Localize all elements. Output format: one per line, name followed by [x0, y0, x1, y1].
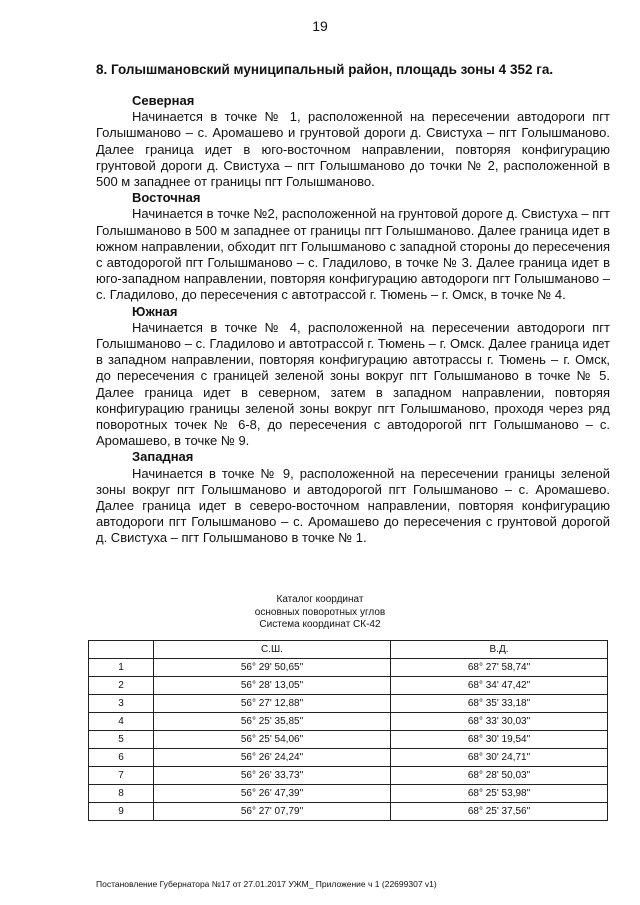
latitude-cell: 56° 28' 13,05" [154, 677, 391, 695]
subheading-west: Западная [132, 449, 194, 465]
table-caption [0, 594, 640, 632]
table-row [89, 713, 608, 731]
header-longitude: В.Д. [391, 641, 608, 659]
point-number: 5 [89, 731, 154, 749]
table-row [89, 749, 608, 767]
table-row [89, 695, 608, 713]
header-number [89, 641, 154, 659]
latitude-cell: 56° 25' 35,85" [154, 713, 391, 731]
point-number: 3 [89, 695, 154, 713]
latitude-cell: 56° 25' 54,06" [154, 731, 391, 749]
latitude-cell: 56° 26' 24,24" [154, 749, 391, 767]
longitude-cell: 68° 34' 47,42" [391, 677, 608, 695]
point-number: 8 [89, 785, 154, 803]
table-row [89, 767, 608, 785]
longitude-cell: 68° 25' 37,56" [391, 803, 608, 821]
table-row [89, 785, 608, 803]
table-row [89, 677, 608, 695]
caption-line-1: Каталог координат [276, 594, 364, 605]
table-header-row [89, 641, 608, 659]
paragraph-north: Начинается в точке № 1, расположенной на пересечении автодороги пгт Голышманово – с. Аромашево и грунтовой дороги д. Свистуха – пгт Голышманово. Далее граница идет в юго-восточном направлении, повторяя конфигурацию грунтовой дороги д. Свистуха – пгт Голышманово до точки № 2, расположенной в 500 м западнее от границы пгт Голышманово. [96, 109, 610, 190]
longitude-cell: 68° 30' 19,54" [391, 731, 608, 749]
page-number: 19 [312, 18, 328, 34]
document-body [96, 93, 610, 547]
longitude-cell: 68° 33' 30,03" [391, 713, 608, 731]
latitude-cell: 56° 26' 33,73" [154, 767, 391, 785]
point-number: 2 [89, 677, 154, 695]
table-row [89, 803, 608, 821]
subheading-east: Восточная [132, 190, 201, 206]
longitude-cell: 68° 25' 53,98" [391, 785, 608, 803]
coordinates-table [88, 640, 608, 821]
point-number: 9 [89, 803, 154, 821]
latitude-cell: 56° 27' 12,88" [154, 695, 391, 713]
longitude-cell: 68° 27' 58,74" [391, 659, 608, 677]
caption-line-2: основных поворотных углов [254, 606, 386, 618]
point-number: 7 [89, 767, 154, 785]
latitude-cell: 56° 27' 07,79" [154, 803, 391, 821]
paragraph-south: Начинается в точке № 4, расположенной на пересечении автодороги пгт Голышманово – с. Гладилово и автотрассой г. Тюмень – г. Омск. Далее граница идет в западном направлении, повторяя конфигурацию автотрассы г. Тюмень – г. Омск, до пересечения с границей зеленой зоны вокруг пгт Голышманово в точке № 5. Далее граница идет в северном, затем в западном направлении, повторяя конфигурацию границы зеленой зоны вокруг пгт Голышманово, проходя через ряд поворотных точек № 6-8, до пересечения с автодорогой пгт Голышманово – с. Аромашево, в точке № 9. [96, 319, 610, 449]
header-latitude: С.Ш. [154, 641, 391, 659]
subheading-north: Северная [132, 93, 195, 108]
table-row [89, 659, 608, 677]
latitude-cell: 56° 26' 47,39" [154, 785, 391, 803]
latitude-cell: 56° 29' 50,65" [154, 659, 391, 677]
subheading-south: Южная [132, 303, 178, 319]
table-row [89, 731, 608, 749]
longitude-cell: 68° 30' 24,71" [391, 749, 608, 767]
section-heading: 8. Голышмановский муниципальный район, площадь зоны 4 352 га. [96, 62, 554, 77]
point-number: 6 [89, 749, 154, 767]
point-number: 1 [89, 659, 154, 677]
longitude-cell: 68° 35' 33,18" [391, 695, 608, 713]
caption-line-3: Система координат СК-42 [259, 619, 381, 630]
document-footer: Постановление Губернатора №17 от 27.01.2017 УЖМ_ Приложение ч 1 (22699307 v1) [96, 879, 437, 889]
paragraph-west: Начинается в точке № 9, расположенной на пересечении границы зеленой зоны вокруг пгт Голышманово и автодорогой пгт Голышманово – с. Аромашево. Далее граница идет в северо-восточном направлении, повторяя конфигурацию автодороги пгт Голышманово – с. Аромашево до пересечения с грунтовой дорогой д. Свистуха – пгт Голышманово в точке № 1. [96, 465, 610, 546]
paragraph-east: Начинается в точке №2, расположенной на грунтовой дороге д. Свистуха – пгт Голышманово в 500 м западнее от границы пгт Голышманово. Далее граница идет в южном направлении, обходит пгт Голышманово с западной стороны до пересечения с автодорогой пгт Голышманово – с. Гладилово, в точке № 3. Далее граница идет в юго-западном направлении, повторяя конфигурацию автодороги пгт Голышманово – с. Гладилово, до пересечения с автотрассой г. Тюмень – г. Омск, в точке № 4. [96, 206, 610, 303]
longitude-cell: 68° 28' 50,03" [391, 767, 608, 785]
point-number: 4 [89, 713, 154, 731]
